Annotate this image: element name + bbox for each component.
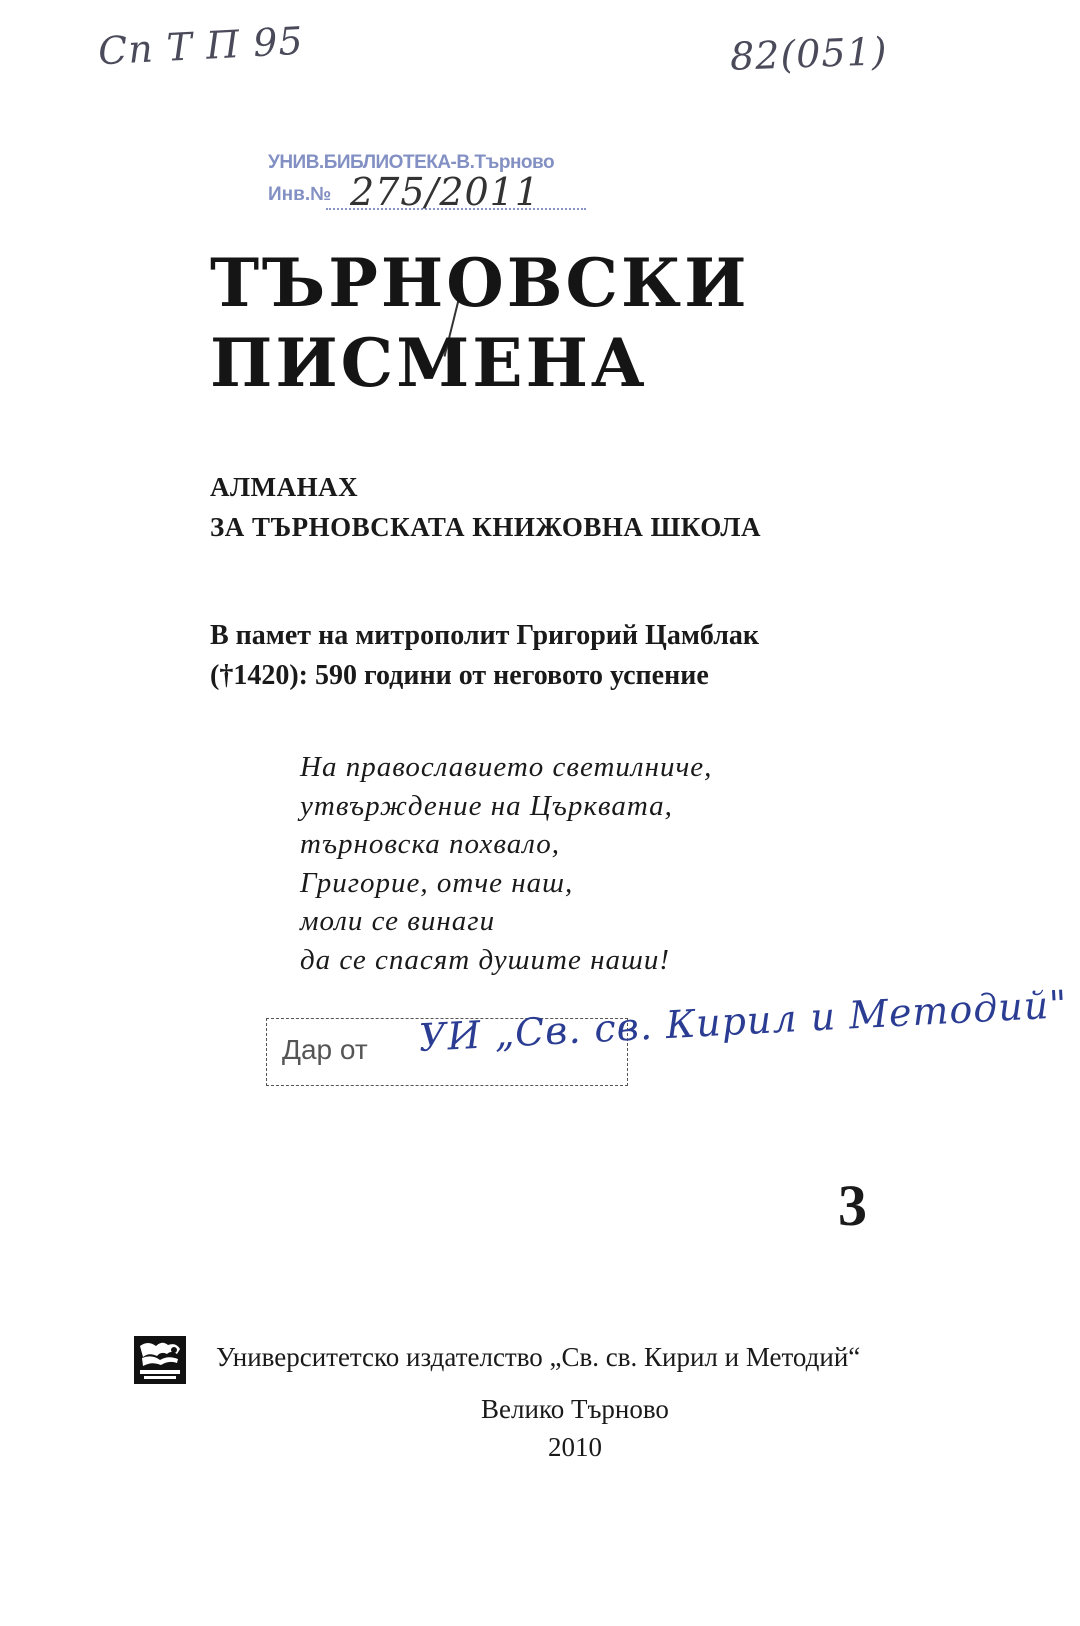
donation-stamp-printed: Дар от xyxy=(282,1034,368,1065)
poem-line: Григорие, отче наш, xyxy=(300,866,574,899)
library-stamp-header: УНИВ.БИБЛИОТЕКА-В.Търново xyxy=(268,152,555,173)
library-stamp-inv-number: 275/2011 xyxy=(350,170,541,214)
publisher-name: Университетско издателство „Св. св. Кирил и Методий“ xyxy=(216,1342,861,1372)
library-stamp-inv-label: Инв.№ xyxy=(268,184,332,205)
poem-line: да се спасят душите наши! xyxy=(300,943,670,976)
book-title-line1: ТЪРНОВСКИ xyxy=(210,244,750,322)
publication-year: 2010 xyxy=(548,1432,602,1462)
poem-line: моли се винаги xyxy=(300,905,496,937)
poem-line: търновска похвало, xyxy=(300,828,560,860)
poem xyxy=(300,748,712,979)
handwritten-classification: 82(051) xyxy=(729,29,889,79)
dedication-line1: В памет на митрополит Григорий Цамблак xyxy=(210,620,760,651)
subtitle-line2: ЗА ТЪРНОВСКАТА КНИЖОВНА ШКОЛА xyxy=(210,512,761,542)
dedication-line2: (†1420): 590 години от неговото успение xyxy=(210,660,709,691)
publication-city: Велико Търново xyxy=(481,1394,669,1424)
library-stamp xyxy=(268,148,598,220)
publisher-logo-icon xyxy=(134,1336,186,1384)
subtitle-line1: АЛМАНАХ xyxy=(210,472,359,502)
poem-line: утвърждение на Църквата, xyxy=(300,789,673,822)
handwritten-shelfmark: Сп Т П 95 xyxy=(96,18,305,74)
book-title-line2: ПИСМЕНА xyxy=(210,324,648,402)
volume-number: 3 xyxy=(838,1173,867,1238)
donation-stamp-handwritten: УИ „Св. св. Кирил и Методий" xyxy=(417,982,1069,1060)
poem-line: На православието светилниче, xyxy=(300,751,713,783)
